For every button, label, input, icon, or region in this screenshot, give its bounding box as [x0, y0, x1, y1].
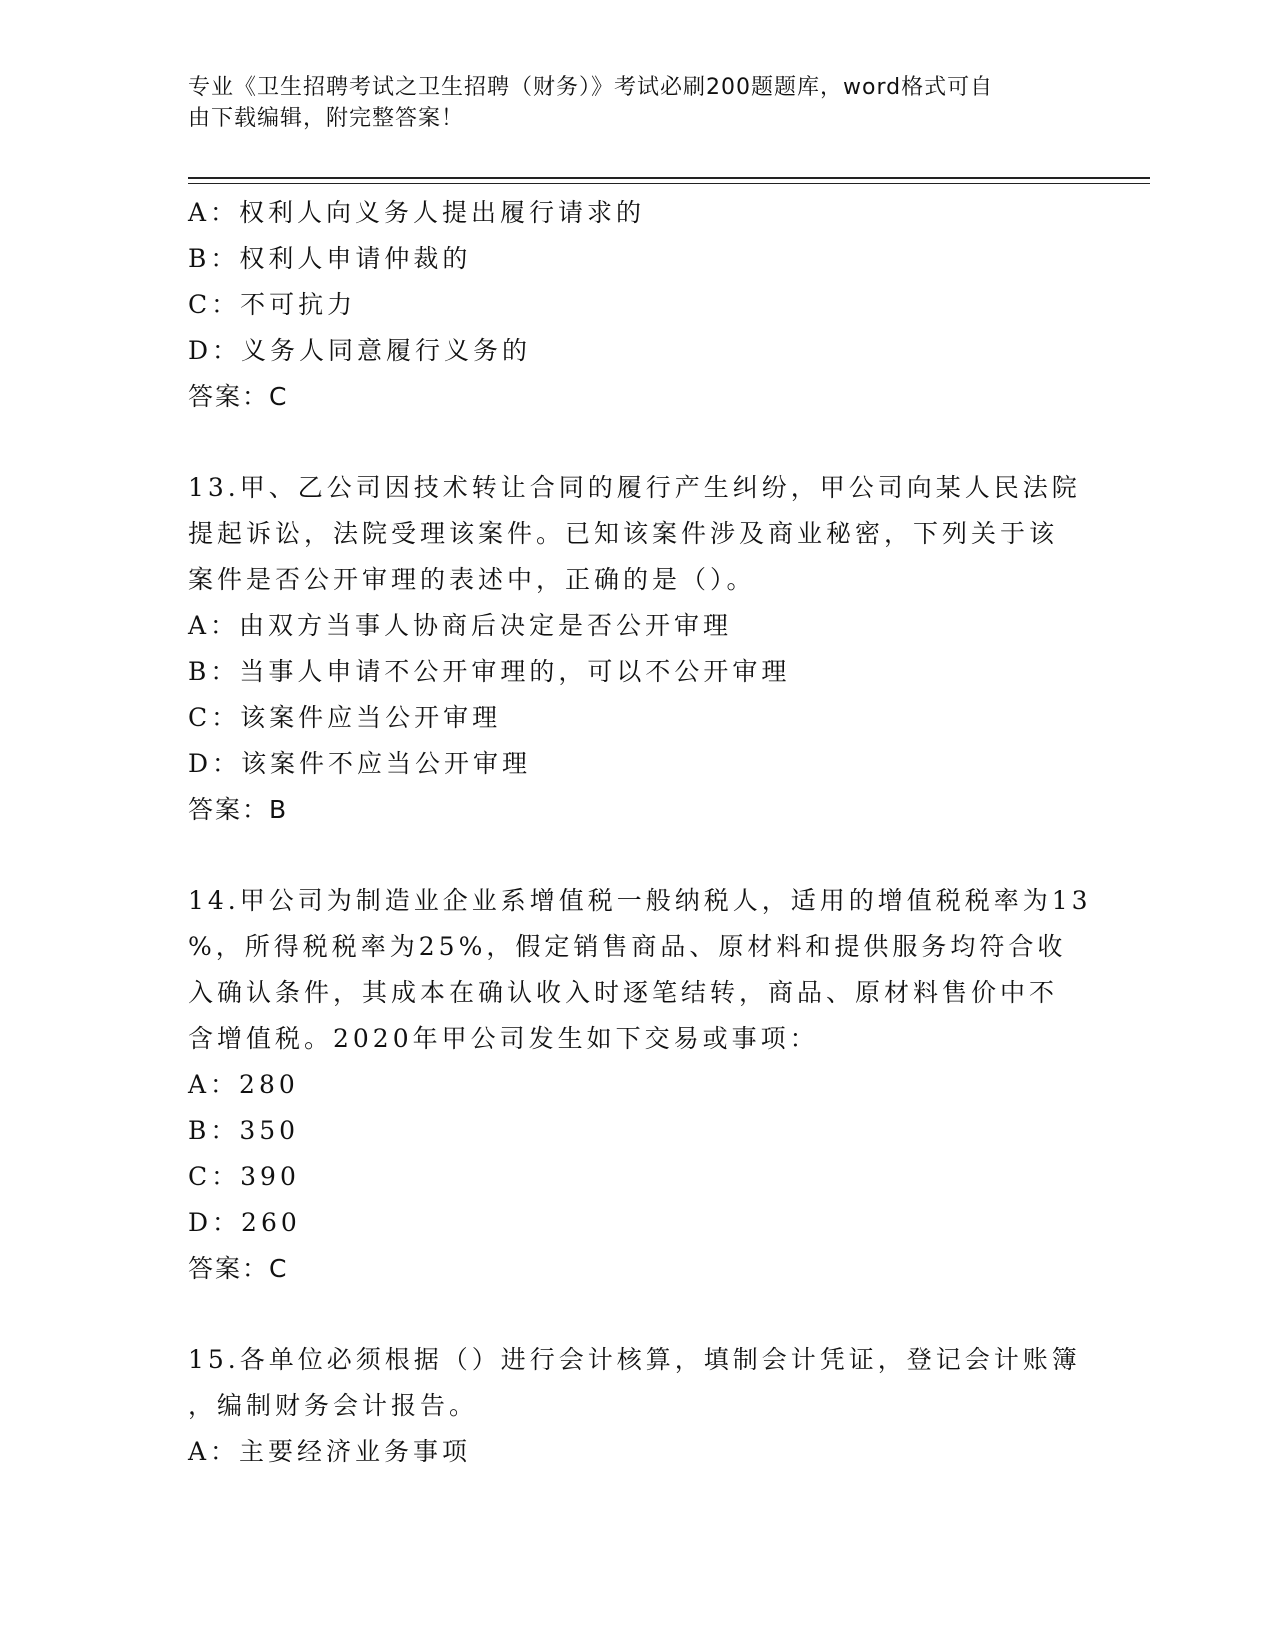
spacer	[188, 420, 1088, 465]
header-divider-thick	[188, 177, 1150, 179]
option-c: C：不可抗力	[188, 290, 357, 319]
option-b: B：350	[188, 1116, 300, 1145]
option-d: D：该案件不应当公开审理	[188, 749, 532, 778]
question-stem-line: ，编制财务会计报告。	[188, 1391, 479, 1420]
answer: 答案：B	[188, 795, 289, 824]
question-list	[188, 190, 1092, 1475]
option-b: B：权利人申请仲裁的	[188, 244, 472, 273]
document-header	[188, 72, 1068, 134]
question-stem-line: 含增值税。2020年甲公司发生如下交易或事项：	[188, 1024, 819, 1053]
option-d: D：义务人同意履行义务的	[188, 336, 532, 365]
option-d: D：260	[188, 1208, 301, 1237]
question-stem-line: 案件是否公开审理的表述中，正确的是（）。	[188, 565, 756, 594]
question-stem-line: %，所得税税率为25%，假定销售商品、原材料和提供服务均符合收	[188, 932, 1067, 961]
header-divider-thin	[188, 183, 1150, 184]
question-14	[188, 878, 1092, 1292]
question-stem-line: 提起诉讼，法院受理该案件。已知该案件涉及商业秘密，下列关于该	[188, 519, 1059, 548]
spacer	[188, 833, 1088, 878]
header-line-1: 专业《卫生招聘考试之卫生招聘（财务）》考试必刷200题题库，word格式可自	[188, 75, 994, 100]
question-12	[188, 190, 1088, 420]
question-stem-line: 入确认条件，其成本在确认收入时逐笔结转，商品、原材料售价中不	[188, 978, 1059, 1007]
option-a: A：280	[188, 1070, 299, 1099]
spacer	[188, 1292, 1088, 1337]
question-13	[188, 465, 1088, 833]
option-a: A：由双方当事人协商后决定是否公开审理	[188, 611, 733, 640]
question-stem-line: 15.各单位必须根据（）进行会计核算，填制会计凭证，登记会计账簿	[188, 1345, 1081, 1374]
option-a: A：权利人向义务人提出履行请求的	[188, 198, 646, 227]
answer: 答案：C	[188, 382, 289, 411]
option-a: A：主要经济业务事项	[188, 1437, 472, 1466]
option-b: B：当事人申请不公开审理的，可以不公开审理	[188, 657, 791, 686]
option-c: C：该案件应当公开审理	[188, 703, 502, 732]
header-line-2: 由下载编辑，附完整答案！	[188, 106, 465, 131]
question-stem-line: 14.甲公司为制造业企业系增值税一般纳税人，适用的增值税税率为13	[188, 886, 1092, 915]
question-15	[188, 1337, 1088, 1475]
option-c: C：390	[188, 1162, 300, 1191]
answer: 答案：C	[188, 1254, 289, 1283]
question-stem-line: 13.甲、乙公司因技术转让合同的履行产生纠纷，甲公司向某人民法院	[188, 473, 1081, 502]
